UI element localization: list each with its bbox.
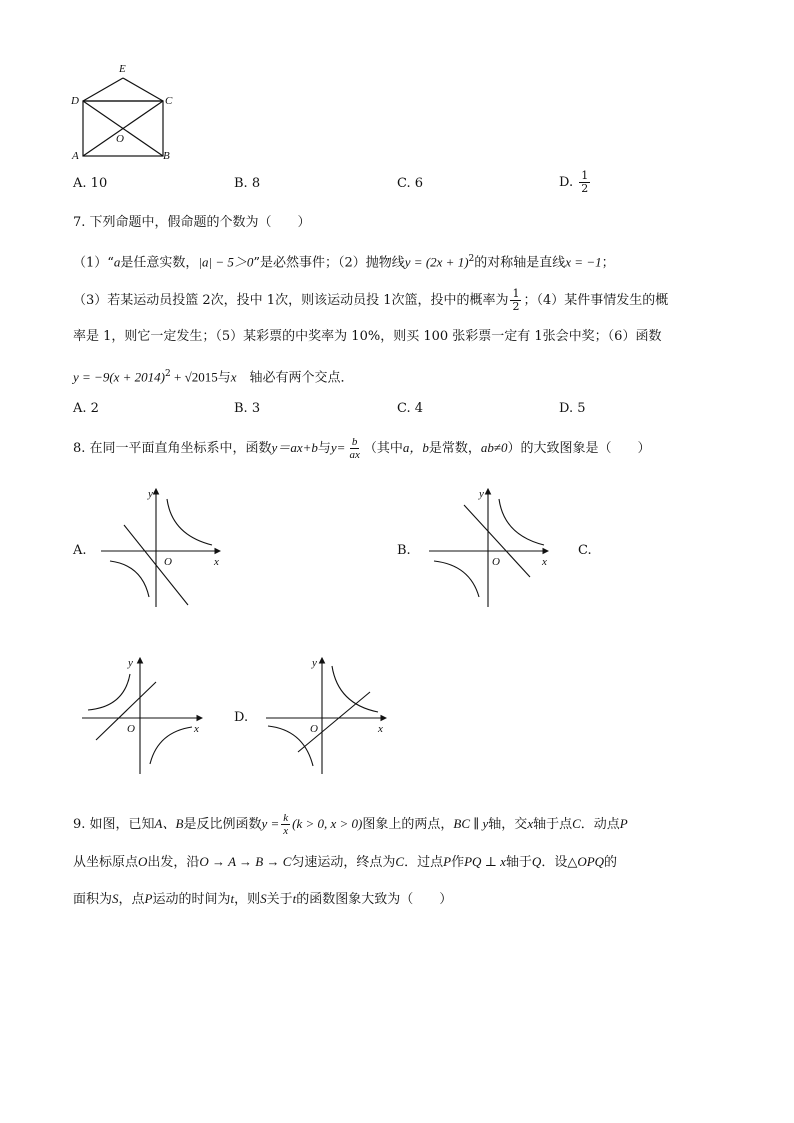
q7-stem: 7. 下列命题中，假命题的个数为（ ）	[73, 215, 311, 230]
q8-option-c-label[interactable]: C.	[578, 543, 592, 558]
label-A: A	[72, 150, 79, 162]
q7-option-b[interactable]: B. 3	[234, 401, 261, 416]
q7-option-d[interactable]: D. 5	[559, 401, 586, 416]
q9-line1: 9. 如图，已知A、B是反比例函数y = $\frac{k}{x}$ (k > 0, x > 0)图象上的两点，BC ∥ y轴，交x轴于点C．动点P	[73, 812, 628, 837]
svg-text:O: O	[127, 723, 135, 735]
q6-rectangle-figure	[66, 60, 186, 168]
q8-option-d-label[interactable]: D.	[234, 710, 249, 725]
q6-option-a[interactable]	[73, 176, 107, 192]
q6-option-b[interactable]	[234, 176, 260, 192]
q6-option-d[interactable]	[559, 170, 592, 195]
q8-option-a-label[interactable]: A.	[73, 543, 87, 558]
svg-text:y: y	[148, 488, 153, 500]
q8-option-b-label[interactable]: B.	[397, 543, 411, 558]
q8-graph-b[interactable]	[424, 485, 554, 610]
svg-text:x: x	[194, 723, 199, 735]
fraction: $\frac{1}{2}$	[581, 169, 589, 195]
q8-graph-a[interactable]	[96, 485, 226, 610]
q7-line2: （3）若某运动员投篮 2次，投中 1次，则该运动员投 1次篮，投中的概率为 $\frac{1}{2}$ ；（4）某件事情发生的概	[73, 287, 669, 313]
option-value: 8	[251, 176, 261, 191]
label-D: D	[71, 95, 79, 107]
svg-text:x: x	[378, 723, 383, 735]
q8-graph-c[interactable]	[78, 652, 208, 777]
q7-option-c[interactable]: C. 4	[397, 401, 424, 416]
q7-option-a[interactable]: A. 2	[73, 401, 99, 416]
svg-text:x: x	[542, 556, 547, 568]
option-letter: A.	[73, 176, 87, 191]
svg-text:O: O	[310, 723, 318, 735]
q7-line3: 率是 1，则它一定发生；（5）某彩票的中奖率为 10%，则买 100 张彩票一定有 1张会中奖；（6）函数	[73, 329, 662, 344]
label-O: O	[116, 133, 124, 145]
label-E: E	[119, 63, 126, 75]
q7-line4: $y = -9(x + 2014)^2 + √2015$与x 轴必有两个交点．	[73, 369, 354, 386]
q8-graph-d[interactable]	[262, 652, 392, 777]
svg-text:O: O	[492, 556, 500, 568]
q6-option-c[interactable]	[397, 176, 423, 192]
option-letter: D.	[559, 175, 574, 190]
svg-text:O: O	[164, 556, 172, 568]
q9-line3: 面积为S，点P运动的时间为t，则S关于t的函数图象大致为（ ）	[73, 891, 453, 907]
svg-text:y: y	[128, 657, 133, 669]
option-letter: C.	[397, 176, 411, 191]
option-letter: B.	[234, 176, 248, 191]
q7-line1: （1）“a是任意实数，|a| − 5＞0”是必然事件；（2）抛物线$y = (2x + 1)^2$的对称轴是直线x = −1；	[73, 254, 615, 271]
svg-text:y: y	[312, 657, 317, 669]
svg-text:y: y	[479, 488, 484, 500]
option-value: 10	[90, 176, 108, 191]
q8-stem: 8. 在同一平面直角坐标系中，函数y＝ax+b与y= $\frac{b}{ax}$ （其中a，b是常数，ab≠0）的大致图象是（ ）	[73, 436, 651, 461]
label-C: C	[165, 95, 173, 107]
option-value: 6	[414, 176, 424, 191]
q9-line2: 从坐标原点O出发，沿O → A → B → C匀速运动，终点为C．过点P作PQ ⊥ x轴于Q．设△OPQ的	[73, 854, 618, 870]
svg-text:x: x	[214, 556, 219, 568]
label-B: B	[163, 150, 170, 162]
